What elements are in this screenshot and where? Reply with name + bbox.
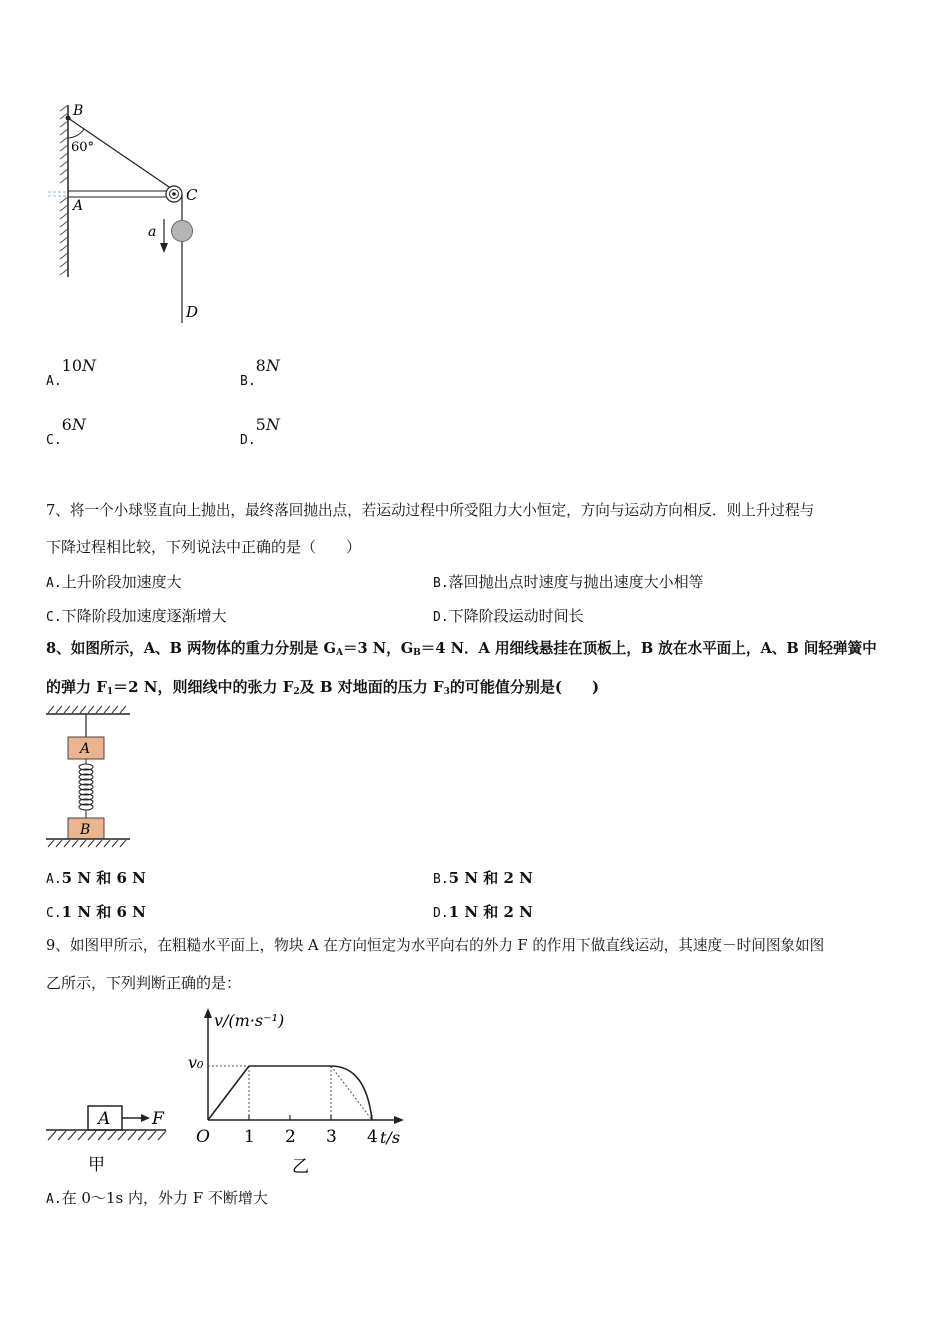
x-tick-label: 3 [326,1127,337,1147]
q7-option-c[interactable]: C.下降阶段加速度逐渐增大 [46,607,227,625]
label-B: B [73,103,84,119]
force-label: F [152,1109,164,1129]
q8-option-d[interactable]: D.1 N 和 2 N [433,903,533,921]
q7-option-d[interactable]: D.下降阶段运动时间长 [433,607,584,625]
q7-stem-line1: 7、将一个小球竖直向上抛出，最终落回抛出点，若运动过程中所受阻力大小恒定，方向与运动方向相反．则上升过程与 [46,502,815,519]
q7-option-a[interactable]: A.上升阶段加速度大 [46,573,182,591]
ball [172,221,193,242]
block-force-figure [44,1090,174,1178]
origin-label: O [196,1127,210,1147]
label-D: D [186,303,199,321]
y-axis-arrow [204,1008,212,1018]
q8-option-b[interactable]: B.5 N 和 2 N [433,869,533,887]
label-C: C [186,186,198,204]
q6-option-a[interactable]: A.10N [46,356,97,389]
q8-stem-line1: 8、如图所示，A、B 两物体的重力分别是 $G_A=3$ N，$G_B=4$ N．A 用细线悬挂在顶板上，B 放在水平面上，A、B 间轻弹簧中 [46,640,877,658]
q7-option-b[interactable]: B.落回抛出点时速度与抛出速度大小相等 [433,573,704,591]
x-tick-label: 4 [367,1127,378,1147]
svg-text:A: A [98,1109,111,1129]
label-angle: 60° [71,140,95,155]
label-A: A [73,198,84,214]
svg-text:A: A [80,741,91,757]
q6-option-d-value: 5N [255,415,280,434]
pulley-figure [40,95,220,335]
q9-option-a[interactable]: A.在 0～1s 内，外力 F 不断增大 [46,1189,268,1207]
q8-option-a[interactable]: A.5 N 和 6 N [46,869,146,887]
q6-option-b-value: 8N [255,356,280,375]
y-axis-label: v/(m·s⁻¹) [214,1011,285,1030]
q6-option-a-value: 10N [61,356,97,375]
label-a: a [148,224,157,240]
accel-segment [208,1066,249,1120]
q9-stem-line2: 乙所示，下列判断正确的是： [46,974,242,992]
q6-option-c[interactable]: C.6N [46,415,86,448]
svg-text:B: B [80,822,91,838]
q8-option-c[interactable]: C.1 N 和 6 N [46,903,146,921]
q6-option-d[interactable]: D.5N [240,415,280,448]
x-tick-label: 2 [285,1127,296,1147]
fig-jia-label: 甲 [88,1155,105,1175]
q7-stem-line2: 下降过程相比较，下列说法中正确的是（ ） [46,538,362,556]
q8-stem-line2: 的弹力 $F_1=2$ N，则细线中的张力 $F_2$及 B 对地面的压力 $F_3$的可能值分别是( ) [46,678,600,697]
q6-option-b[interactable]: B.8N [240,356,280,389]
spring-figure [44,702,136,852]
x-axis-arrow [394,1116,404,1124]
q6-option-c-value: 6N [61,415,86,434]
fig-yi-label: 乙 [292,1157,309,1177]
y-tick-v0: v₀ [188,1053,204,1072]
x-tick-label: 1 [244,1127,255,1147]
q9-stem-line1: 9、如图甲所示，在粗糙水平面上，物块 A 在方向恒定为水平向右的外力 F 的作用下做直线运动，其速度－时间图象如图 [46,937,825,954]
velocity-time-chart [180,1002,410,1180]
x-axis-label: t/s [380,1128,401,1147]
